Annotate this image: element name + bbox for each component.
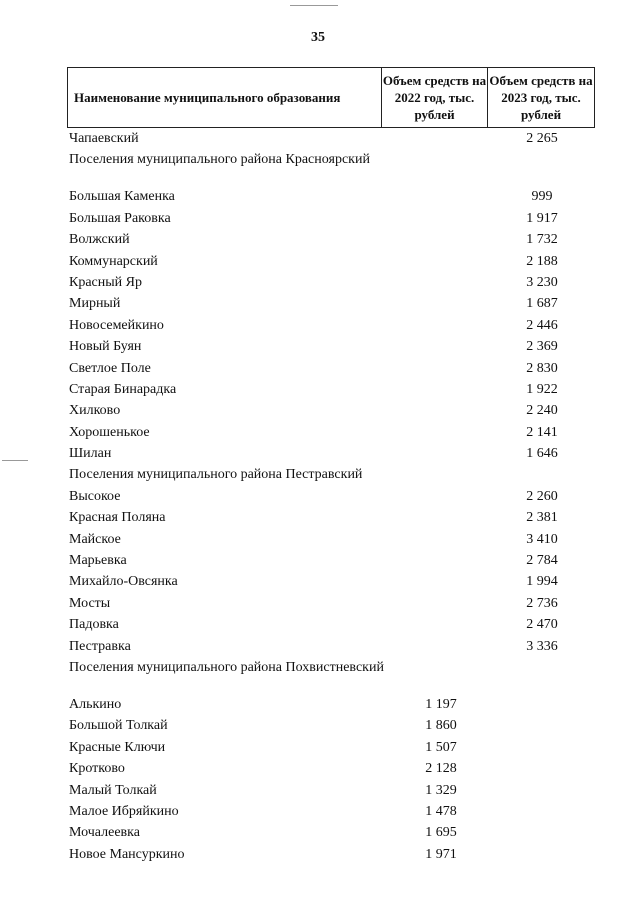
table-row [69,336,596,357]
municipality-name: Михайло-Овсянка [69,574,178,590]
municipality-name: Новое Мансуркино [69,846,185,862]
municipality-name: Поселения муниципального района Похвистневский [69,659,384,675]
page-number: 35 [311,30,325,45]
amount-2023: 2 265 [526,131,558,146]
municipality-name: Новый Буян [69,339,142,355]
amount-2023: 1 732 [526,232,558,248]
municipality-name: Красные Ключи [69,739,166,755]
municipality-name: Высокое [69,488,121,504]
amount-2023: 2 784 [526,553,558,569]
amount-2023: 1 917 [526,210,558,226]
amount-2022: 1 860 [425,718,457,734]
amount-2023: 3 230 [526,274,558,290]
amount-2023: 2 141 [526,424,558,440]
municipality-name: Марьевка [69,553,127,569]
amount-2022: 1 329 [425,782,457,798]
table-row [69,822,596,843]
municipality-name: Чапаевский [69,131,139,146]
table-row [69,293,596,314]
municipality-name: Поселения муниципального района Красноярский [69,152,370,168]
scan-artifact-left [2,460,28,461]
amount-2022: 1 197 [425,696,457,712]
table-row [69,614,596,635]
municipality-name: Шилан [69,446,112,462]
table-row [69,464,596,485]
table-row [69,379,596,400]
amount-2022: 1 507 [425,739,457,755]
table-row [69,315,596,336]
table-row [69,694,596,715]
amount-2023: 999 [531,189,553,205]
municipality-name: Малое Ибряйкино [69,803,179,819]
table-row [69,422,596,443]
table-row [69,550,596,571]
amount-2023: 2 260 [526,488,558,504]
amount-2022: 1 695 [425,825,457,841]
table-header [67,67,595,128]
municipality-name: Падовка [69,617,119,633]
municipality-name: Майское [69,531,121,547]
municipality-name: Пестравка [69,638,131,654]
header-2022: Объем средств на 2022 год, тыс. рублей [382,68,488,127]
municipality-name: Новосемейкино [69,317,164,333]
table-row [69,593,596,614]
municipality-name: Мосты [69,595,111,611]
table-row [69,801,596,822]
header-2023: Объем средств на 2023 год, тыс. рублей [489,73,593,122]
amount-2023: 2 381 [526,510,558,526]
municipality-name: Большой Толкай [69,718,168,734]
amount-2023: 2 736 [526,595,558,611]
table-row [69,358,596,379]
municipality-name: Мирный [69,296,121,312]
amount-2023: 2 446 [526,317,558,333]
municipality-name: Большая Раковка [69,210,171,226]
municipality-name: Поселения муниципального района Пестравский [69,467,363,483]
table-row [69,208,596,229]
table-group-row [69,149,596,186]
amount-2023: 2 240 [526,403,558,419]
table-row [69,507,596,528]
municipality-name: Кротково [69,761,125,777]
amount-2023: 2 830 [526,360,558,376]
municipality-name: Малый Толкай [69,782,157,798]
table-row [69,486,596,507]
amount-2022: 1 478 [425,803,457,819]
amount-2023: 1 646 [526,446,558,462]
table-row [69,737,596,758]
municipality-name: Хилково [69,403,121,419]
amount-2023: 1 922 [526,381,558,397]
table-row [69,844,596,865]
table-row [69,529,596,550]
municipality-name: Алькино [69,696,122,712]
table-row [69,229,596,250]
table-row [69,443,596,464]
amount-2022: 1 971 [425,846,457,862]
table-row [69,715,596,736]
amount-2023: 2 369 [526,339,558,355]
table-row [69,758,596,779]
table-row [69,571,596,592]
municipality-name: Большая Каменка [69,189,175,205]
municipality-name: Старая Бинарадка [69,381,177,397]
municipality-name: Коммунарский [69,253,158,269]
table-row [69,780,596,801]
scan-artifact-top [290,5,338,6]
amount-2023: 1 994 [526,574,558,590]
amount-2023: 3 410 [526,531,558,547]
municipality-name: Красная Поляна [69,510,166,526]
municipality-name: Волжский [69,232,130,248]
amount-2023: 2 188 [526,253,558,269]
amount-2023: 2 470 [526,617,558,633]
table-row [69,128,596,149]
municipality-name: Светлое Поле [69,360,151,376]
amount-2023: 1 687 [526,296,558,312]
table-row [69,636,596,657]
table-row [69,186,596,207]
municipality-name: Красный Яр [69,274,142,290]
table-row [69,251,596,272]
table-row [69,400,596,421]
municipality-name: Мочалеевка [69,825,140,841]
table-row [69,272,596,293]
amount-2022: 2 128 [425,761,457,777]
table-group-row [69,657,596,694]
table-body [69,128,596,865]
header-name: Наименование муниципального образования [68,68,382,127]
amount-2023: 3 336 [526,638,558,654]
municipality-name: Хорошенькое [69,424,150,440]
